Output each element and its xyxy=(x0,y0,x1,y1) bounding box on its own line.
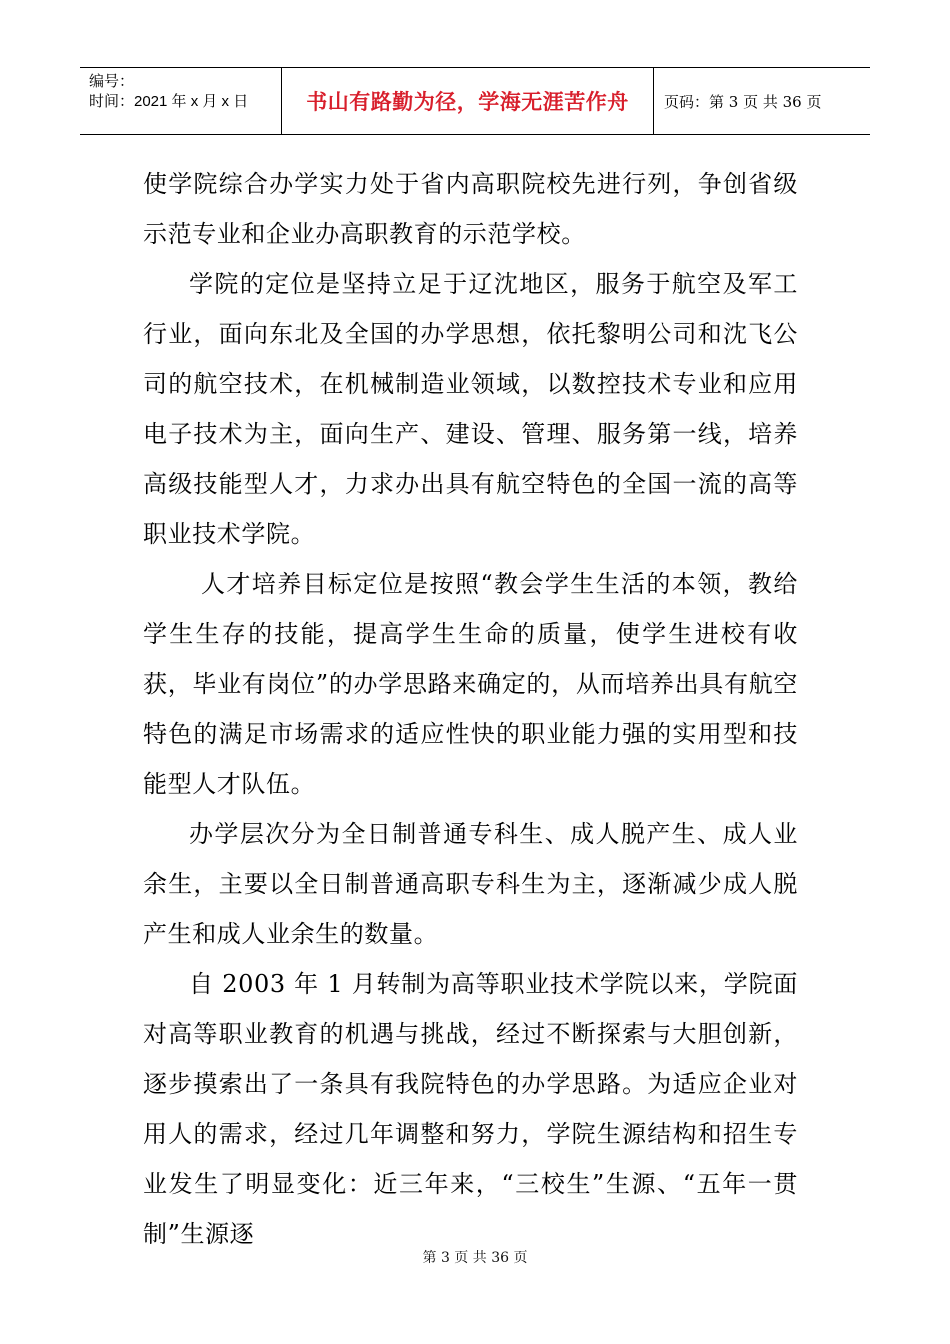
document-header xyxy=(80,67,870,135)
document-time-label: 时间：2021 年 x 月 x 日 xyxy=(89,93,249,110)
header-motto: 书山有路勤为径，学海无涯苦作舟 xyxy=(282,68,654,134)
paragraph: 学院的定位是坚持立足于辽沈地区，服务于航空及军工行业，面向东北及全国的办学思想，依托黎明公司和沈飞公司的航空技术，在机械制造业领域，以数控技术专业和应用电子技术为主，面向生产、建设、管理、服务第一线，培养高级技能型人才，力求办出具有航空特色的全国一流的高等职业技术学院。 xyxy=(143,270,798,548)
paragraph: 人才培养目标定位是按照“教会学生生活的本领，教给学生生存的技能，提高学生生命的质量，使学生进校有收获，毕业有岗位”的办学思路来确定的，从而培养出具有航空特色的满足市场需求的适应性快的职业能力强的实用型和技能型人才队伍。 xyxy=(143,570,798,798)
paragraph: 使学院综合办学实力处于省内高职院校先进行列，争创省级示范专业和企业办高职教育的示范学校。 xyxy=(143,170,798,248)
paragraph: 办学层次分为全日制普通专科生、成人脱产生、成人业余生，主要以全日制普通高职专科生为主，逐渐减少成人脱产生和成人业余生的数量。 xyxy=(143,820,798,948)
paragraph: 自 2003 年 1 月转制为高等职业技术学院以来，学院面对高等职业教育的机遇与挑战，经过不断探索与大胆创新，逐步摸索出了一条具有我院特色的办学思路。为适应企业对用人的需求，经过几年调整和努力，学院生源结构和招生专业发生了明显变化：近三年来，“三校生”生源、“五年一贯制”生源逐 xyxy=(143,970,798,1248)
page-footer: 第 3 页 共 36 页 xyxy=(422,1250,528,1266)
header-meta-cell xyxy=(80,68,282,134)
document-body xyxy=(143,159,798,1259)
header-page-info: 页码：第 3 页 共 36 页 xyxy=(664,93,822,111)
document-number-label: 编号： xyxy=(89,73,135,90)
